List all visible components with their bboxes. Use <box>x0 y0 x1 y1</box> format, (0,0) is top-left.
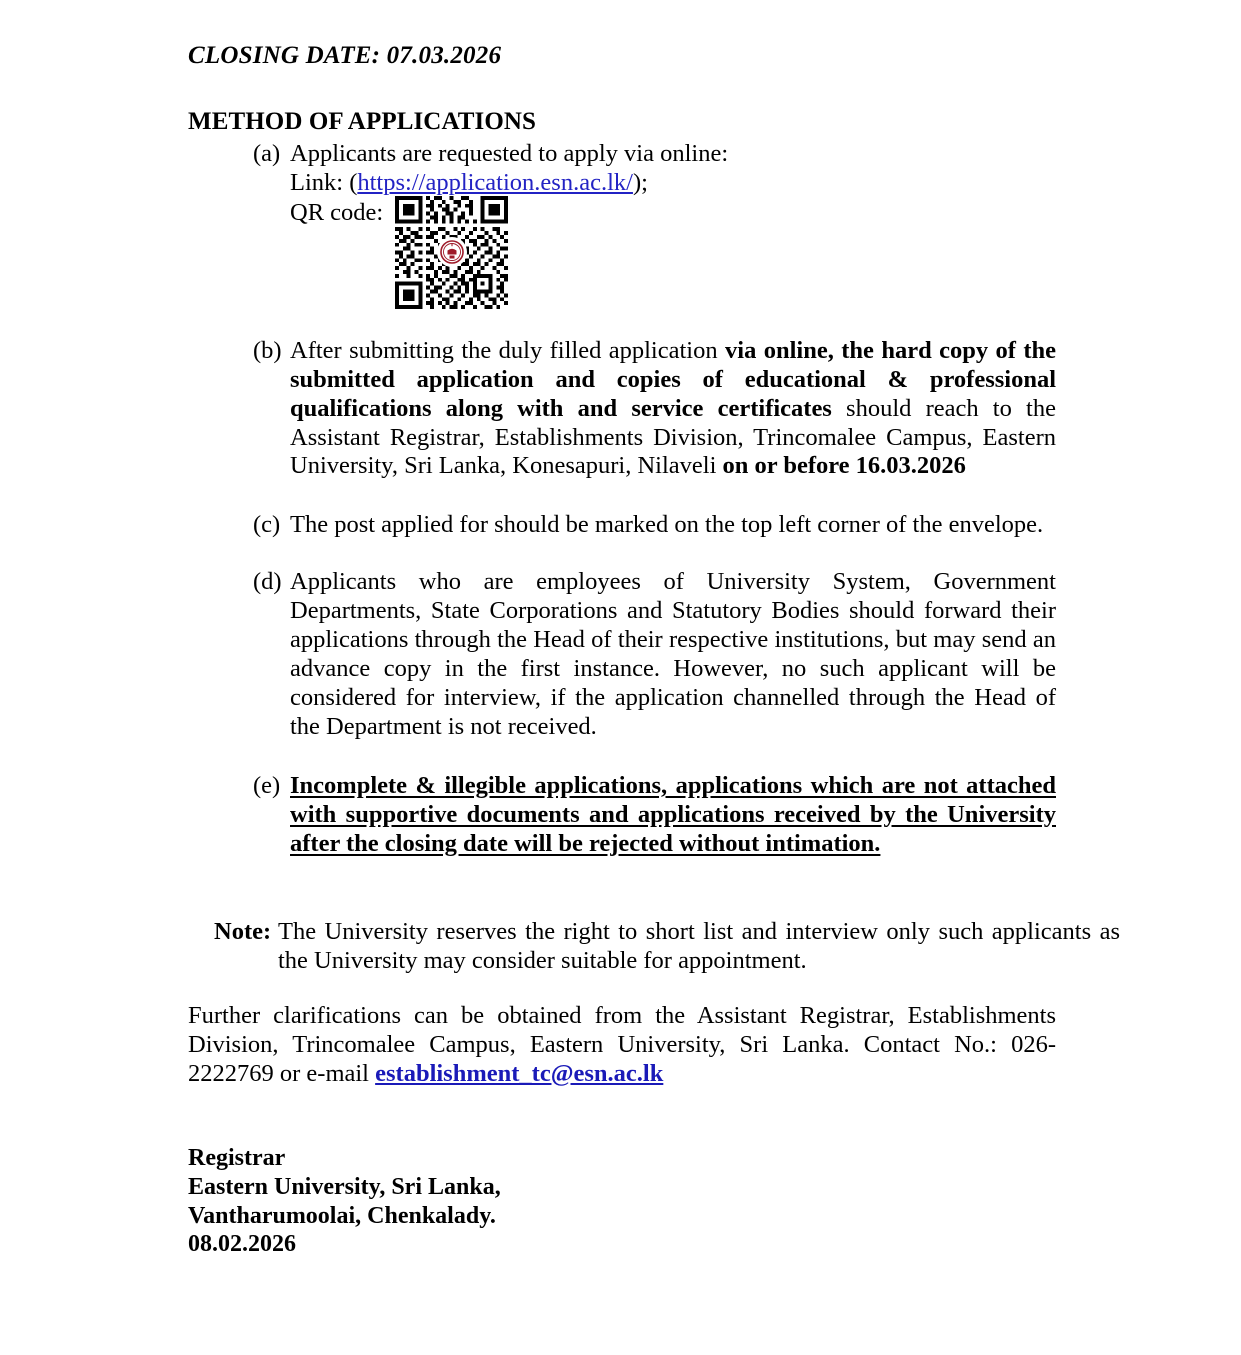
note-text: The University reserves the right to short list and interview only such applicants as the University may consider suitable for appointment. <box>278 918 1120 974</box>
signature-block <box>188 1144 501 1259</box>
signature-line-address: Vantharumoolai, Chenkalady. <box>188 1202 496 1229</box>
note-block <box>214 918 1120 976</box>
list-item-a-line1: Applicants are requested to apply via online: <box>290 140 729 167</box>
list-item-d <box>188 568 1056 741</box>
closing-date-heading: CLOSING DATE: 07.03.2026 <box>188 42 502 69</box>
list-item-b-text <box>290 337 1056 482</box>
link-label: Link: ( <box>290 168 358 196</box>
list-item-e-text <box>290 772 1056 859</box>
list-item-c <box>188 511 1056 540</box>
university-crest-icon <box>437 237 467 267</box>
signature-line-registrar: Registrar <box>188 1145 286 1171</box>
list-item-a-link-line <box>290 169 1056 198</box>
clarification-paragraph <box>188 1002 1056 1089</box>
clarification-text: Further clarifications can be obtained from the Assistant Registrar, Establishments Division, Trincomalee Campus, Eastern University, Sri Lanka. Contact No.: 026-2222769 or e-mail <box>188 1002 1056 1087</box>
list-marker-e: (e) <box>253 771 281 799</box>
list-marker-b: (b) <box>253 336 282 364</box>
signature-line-date: 08.02.2026 <box>188 1231 296 1258</box>
item-b-plain-1: After submitting the duly filled application <box>290 336 726 364</box>
qr-code-label: QR code: <box>290 198 384 226</box>
application-portal-link[interactable]: https://application.esn.ac.lk/ <box>357 168 633 196</box>
item-b-plain-2: should reach to the Assistant Registrar, Establishments Division, Trincomalee Campus, Eastern University, Sri Lanka, Konesapuri, Nilaveli <box>290 394 1056 480</box>
list-item-e <box>188 772 1056 859</box>
signature-line-university: Eastern University, Sri Lanka, <box>188 1173 501 1200</box>
applications-method-list <box>188 140 1056 884</box>
crest-svg <box>438 238 466 266</box>
list-item-d-text: Applicants who are employees of University System, Government Departments, State Corporations and Statutory Bodies should forward their applications through the Head of their respective institutions, but may send an advance copy in the first instance. However, no such applicant will be considered for interview, if the application channelled through the Head of the Department is not received. <box>290 568 1056 740</box>
item-b-bold-1: via online, the hard copy of the submitted application and copies of educational & professional qualifications along with and service certificates <box>290 336 1056 422</box>
list-marker-a: (a) <box>253 140 281 167</box>
list-marker-d: (d) <box>253 568 282 596</box>
qr-code-image <box>395 196 508 309</box>
note-label: Note: <box>214 918 272 945</box>
link-suffix: ); <box>632 168 648 196</box>
list-item-c-text: The post applied for should be marked on the top left corner of the envelope. <box>290 511 1044 539</box>
page-title: METHOD OF APPLICATIONS <box>188 108 537 135</box>
list-marker-c: (c) <box>253 511 281 539</box>
list-item-a <box>188 140 1056 309</box>
item-e-emphasised-text: Incomplete & illegible applications, applications which are not attached with supportive documents and applications received by the University after the closing date will be rejected without intimation. <box>290 771 1056 857</box>
list-item-b <box>188 337 1056 482</box>
establishment-email-link[interactable]: establishment_tc@esn.ac.lk <box>375 1059 664 1087</box>
item-b-bold-deadline: on or before 16.03.2026 <box>722 452 966 480</box>
qr-code-row <box>290 199 1056 309</box>
